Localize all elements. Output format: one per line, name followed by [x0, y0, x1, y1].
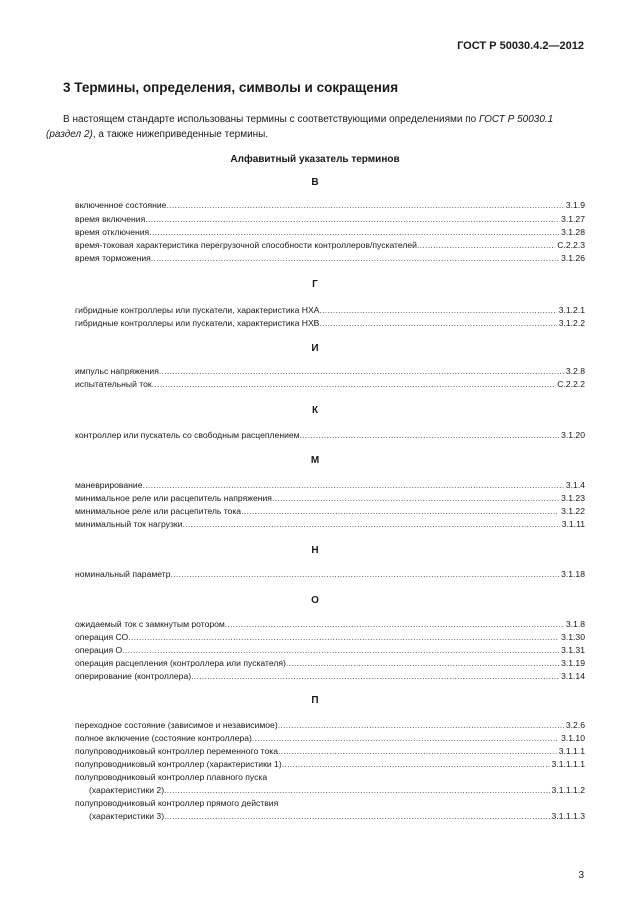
index-entry: оперирование (контроллера) ..... 3.1.14 — [75, 671, 585, 684]
letter-heading-v: В — [311, 177, 319, 188]
index-entry: гибридные контроллеры или пускатели, характеристика НХА ..... 3.1.2.1 — [75, 305, 585, 318]
index-title: Алфавитный указатель терминов — [230, 154, 400, 165]
index-entry: полное включение (состояние контроллера) ..... 3.1.10 — [75, 733, 585, 746]
index-entry: полупроводниковый контроллер переменного тока ..... 3.1.1.1 — [75, 746, 585, 759]
index-entry-line1: полупроводниковый контроллер плавного пуска — [75, 772, 268, 782]
letter-heading-n: Н — [311, 545, 319, 556]
letter-heading-p: П — [311, 695, 319, 706]
letter-heading-g: Г — [312, 279, 318, 290]
index-entry: минимальное реле или расцепитель напряжения ..... 3.1.23 — [75, 493, 585, 506]
index-entry: минимальное реле или расцепитель тока ..... 3.1.22 — [75, 506, 585, 519]
intro-text-1: В настоящем стандарте использованы термины с соответствующими определениями по — [63, 114, 479, 125]
letter-heading-o: О — [311, 595, 319, 606]
index-entry: импульс напряжения ..... 3.2.8 — [75, 366, 585, 379]
index-entry: номинальный параметр ..... 3.1.18 — [75, 569, 585, 582]
index-entry: маневрирование ..... 3.1.4 — [75, 480, 585, 493]
index-entry: операция СО ..... 3.1.30 — [75, 632, 585, 645]
index-entry-line1: полупроводниковый контроллер прямого действия — [75, 798, 279, 808]
index-entry: время отключения ..... 3.1.28 — [75, 227, 585, 240]
index-entry: включенное состояние ..... 3.1.9 — [75, 200, 585, 213]
letter-heading-k: К — [311, 405, 319, 416]
index-entry: испытательный ток ..... C.2.2.2 — [75, 379, 585, 392]
index-entry: время включения ..... 3.1.27 — [75, 214, 585, 227]
index-entry: время-токовая характеристика перегрузочной способности контроллеров/пускателей ..... C.2.2.3 — [75, 240, 585, 253]
index-entry: минимальный ток нагрузки ..... 3.1.11 — [75, 519, 585, 532]
intro-text-2: , а также нижеприведенные термины. — [92, 129, 269, 140]
index-entry: время торможения ..... 3.1.26 — [75, 253, 585, 266]
index-entry: контроллер или пускатель со свободным расцеплением ..... 3.1.20 — [75, 430, 585, 443]
index-entry: (характеристики 3) ..... 3.1.1.1.3 — [89, 811, 585, 824]
index-entry: гибридные контроллеры или пускатели, характеристика НХВ ..... 3.1.2.2 — [75, 318, 585, 331]
page-number: 3 — [578, 870, 584, 881]
letter-heading-i: И — [311, 343, 319, 354]
index-entry: ожидаемый ток с замкнутым ротором ..... 3.1.8 — [75, 619, 585, 632]
index-entry: операция О ..... 3.1.31 — [75, 645, 585, 658]
document-header: ГОСТ Р 50030.4.2—2012 — [457, 40, 584, 52]
index-entry: переходное состояние (зависимое и независимое) ..... 3.2.6 — [75, 720, 585, 733]
index-entry: (характеристики 2) ..... 3.1.1.1.2 — [89, 785, 585, 798]
section-title: 3 Термины, определения, символы и сокращения — [63, 80, 399, 95]
letter-heading-m: М — [310, 455, 320, 466]
index-entry: операция расцепления (контроллера или пускателя) ..... 3.1.19 — [75, 658, 585, 671]
intro-paragraph — [46, 112, 584, 142]
index-entry: полупроводниковый контроллер (характеристики 1) ..... 3.1.1.1.1 — [75, 759, 585, 772]
intro-reference: ГОСТ Р 50030.1 (раздел 2) — [46, 114, 554, 140]
